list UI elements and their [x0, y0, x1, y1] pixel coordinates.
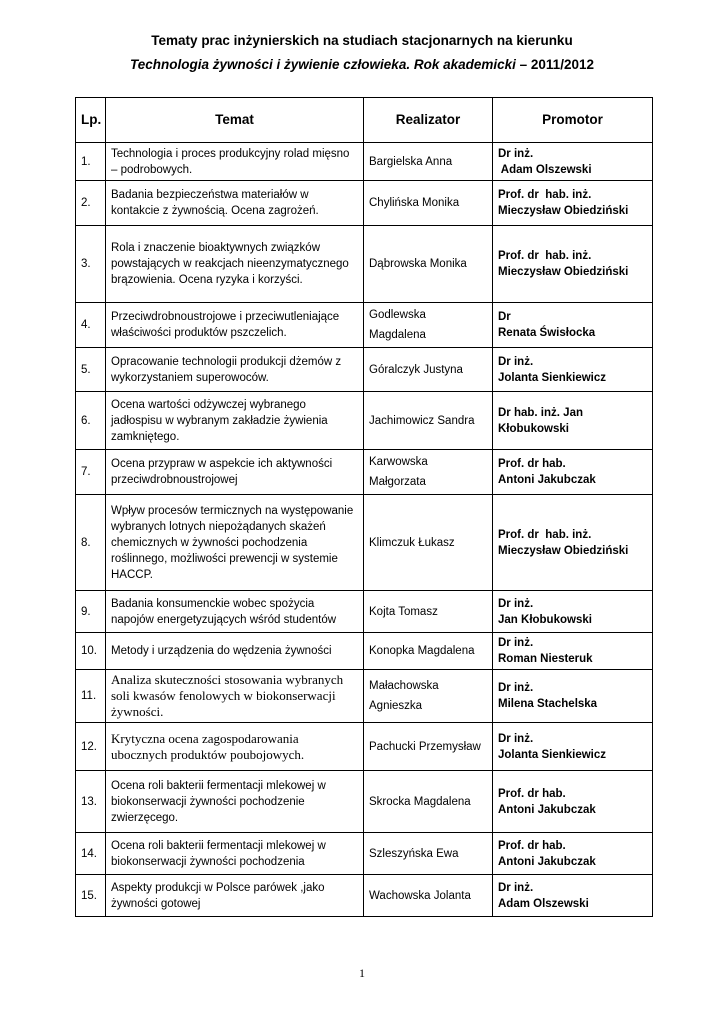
realizator-name-part: Karwowska	[369, 456, 428, 468]
document-title-line2	[0, 57, 724, 72]
cell-temat: Badania konsumenckie wobec spożycia napojów energetyzujących wśród studentów	[106, 591, 364, 633]
cell-lp: 10.	[76, 633, 106, 670]
cell-lp: 11.	[76, 670, 106, 723]
topics-table	[75, 97, 653, 917]
promotor-line: Dr	[498, 311, 511, 323]
promotor-line: Mieczysław Obiedziński	[498, 205, 629, 217]
cell-promotor	[493, 348, 653, 392]
promotor-line: Prof. dr hab. inż.	[498, 189, 592, 201]
cell-temat: Rola i znaczenie bioaktywnych związków powstających w reakcjach nieenzymatycznego brązowienia. Ocena ryzyka i korzyści.	[106, 226, 364, 303]
cell-lp: 9.	[76, 591, 106, 633]
cell-realizator	[364, 670, 493, 723]
cell-lp: 13.	[76, 771, 106, 833]
cell-promotor	[493, 670, 653, 723]
table-row	[76, 181, 653, 226]
cell-lp: 1.	[76, 143, 106, 181]
page-number: 1	[359, 966, 365, 980]
promotor-line: Roman Niesteruk	[498, 653, 593, 665]
cell-lp: 15.	[76, 875, 106, 917]
cell-promotor	[493, 495, 653, 591]
cell-lp: 7.	[76, 450, 106, 495]
promotor-line: Renata Świsłocka	[498, 327, 596, 339]
cell-promotor	[493, 143, 653, 181]
promotor-line: Prof. dr hab.	[498, 839, 566, 852]
table-row	[76, 723, 653, 771]
cell-realizator: Szleszyńska Ewa	[364, 833, 493, 875]
cell-temat: Ocena roli bakterii fermentacji mlekowej w biokonserwacji żywności pochodzenie zwierzęcego.	[106, 771, 364, 833]
promotor-line: Dr inż.	[498, 881, 534, 894]
realizator-name-part: Agnieszka	[369, 700, 423, 712]
cell-temat: Krytyczna ocena zagospodarowania ubocznych produktów poubojowych.	[106, 723, 364, 771]
promotor-line: Jan Kłobukowski	[498, 613, 592, 626]
cell-lp: 5.	[76, 348, 106, 392]
cell-realizator: Chylińska Monika	[364, 181, 493, 226]
cell-temat: Badania bezpieczeństwa materiałów w kontakcie z żywnością. Ocena zagrożeń.	[106, 181, 364, 226]
promotor-line: Dr inż.	[498, 682, 534, 694]
cell-temat: Metody i urządzenia do wędzenia żywności	[106, 633, 364, 670]
promotor-line: Dr inż.	[498, 597, 534, 610]
cell-temat: Ocena wartości odżywczej wybranego jadłospisu w wybranym zakładzie żywienia zamkniętego.	[106, 392, 364, 450]
promotor-line: Antoni Jakubczak	[498, 855, 596, 868]
table-row	[76, 670, 653, 723]
cell-temat: Analiza skuteczności stosowania wybranych soli kwasów fenolowych w biokonserwacji żywności.	[106, 670, 364, 723]
cell-realizator: Bargielska Anna	[364, 143, 493, 181]
promotor-line: Dr inż.	[498, 732, 534, 745]
cell-promotor	[493, 450, 653, 495]
document-title-line1: Tematy prac inżynierskich na studiach stacjonarnych na kierunku	[151, 33, 573, 48]
promotor-line: Milena Stachelska	[498, 698, 598, 710]
cell-realizator: Konopka Magdalena	[364, 633, 493, 670]
promotor-line: Kłobukowski	[498, 422, 569, 435]
cell-promotor	[493, 633, 653, 670]
header-temat: Temat	[106, 98, 364, 143]
cell-realizator: Dąbrowska Monika	[364, 226, 493, 303]
promotor-line: Dr inż.	[498, 147, 534, 160]
promotor-line: Mieczysław Obiedziński	[498, 544, 629, 557]
cell-temat: Technologia i proces produkcyjny rolad mięsno – podrobowych.	[106, 143, 364, 181]
cell-lp: 3.	[76, 226, 106, 303]
cell-temat: Aspekty produkcji w Polsce parówek ,jako żywności gotowej	[106, 875, 364, 917]
cell-realizator	[364, 303, 493, 348]
cell-realizator: Kojta Tomasz	[364, 591, 493, 633]
cell-realizator: Góralczyk Justyna	[364, 348, 493, 392]
promotor-line: Dr inż.	[498, 355, 534, 368]
cell-promotor	[493, 591, 653, 633]
cell-temat: Ocena roli bakterii fermentacji mlekowej w biokonserwacji żywności pochodzenia	[106, 833, 364, 875]
cell-temat: Przeciwdrobnoustrojowe i przeciwutleniające właściwości produktów pszczelich.	[106, 303, 364, 348]
title-academic-year: – 2011/2012	[515, 57, 594, 72]
cell-realizator: Klimczuk Łukasz	[364, 495, 493, 591]
cell-lp: 8.	[76, 495, 106, 591]
cell-promotor	[493, 875, 653, 917]
table-row	[76, 833, 653, 875]
cell-temat: Wpływ procesów termicznych na występowanie wybranych lotnych niepożądanych skażeń chemicznych w żywności pochodzenia roślinnego, możliwości prewencji w systemie HACCP.	[106, 495, 364, 591]
table-row	[76, 143, 653, 181]
table-row	[76, 875, 653, 917]
cell-promotor	[493, 723, 653, 771]
table-row	[76, 495, 653, 591]
header-promotor: Promotor	[493, 98, 653, 143]
cell-realizator: Jachimowicz Sandra	[364, 392, 493, 450]
promotor-line: Prof. dr hab.	[498, 458, 566, 470]
promotor-line: Dr hab. inż. Jan	[498, 406, 583, 419]
cell-promotor	[493, 771, 653, 833]
cell-promotor	[493, 833, 653, 875]
realizator-name-part: Magdalena	[369, 329, 426, 341]
cell-realizator: Pachucki Przemysław	[364, 723, 493, 771]
cell-promotor	[493, 392, 653, 450]
cell-lp: 4.	[76, 303, 106, 348]
promotor-line: Prof. dr hab.	[498, 787, 566, 800]
realizator-name-part: Godlewska	[369, 309, 426, 321]
table-header-row	[76, 98, 653, 143]
cell-realizator: Wachowska Jolanta	[364, 875, 493, 917]
promotor-line: Prof. dr hab. inż.	[498, 250, 592, 262]
cell-promotor	[493, 181, 653, 226]
table-row	[76, 771, 653, 833]
cell-temat: Ocena przypraw w aspekcie ich aktywności przeciwdrobnoustrojowej	[106, 450, 364, 495]
cell-temat: Opracowanie technologii produkcji dżemów z wykorzystaniem superowoców.	[106, 348, 364, 392]
promotor-line: Mieczysław Obiedziński	[498, 266, 629, 278]
table-row	[76, 348, 653, 392]
promotor-line: Adam Olszewski	[498, 897, 589, 910]
header-lp: Lp.	[76, 98, 106, 143]
table-row	[76, 303, 653, 348]
header-realizator: Realizator	[364, 98, 493, 143]
table-row	[76, 633, 653, 670]
table-row	[76, 392, 653, 450]
table-row	[76, 450, 653, 495]
cell-promotor	[493, 303, 653, 348]
cell-lp: 14.	[76, 833, 106, 875]
promotor-line: Antoni Jakubczak	[498, 474, 596, 486]
cell-lp: 2.	[76, 181, 106, 226]
realizator-name-part: Małgorzata	[369, 476, 426, 488]
promotor-line: Dr inż.	[498, 637, 534, 649]
realizator-name-part: Małachowska	[369, 680, 439, 692]
title-italic-part: Technologia żywności i żywienie człowieka. Rok akademicki	[130, 57, 516, 72]
cell-lp: 6.	[76, 392, 106, 450]
cell-lp: 12.	[76, 723, 106, 771]
table-row	[76, 226, 653, 303]
table-row	[76, 591, 653, 633]
promotor-line: Adam Olszewski	[498, 163, 592, 176]
promotor-line: Jolanta Sienkiewicz	[498, 371, 607, 384]
promotor-line: Jolanta Sienkiewicz	[498, 748, 607, 761]
promotor-line: Antoni Jakubczak	[498, 803, 596, 816]
table-body	[76, 143, 653, 917]
cell-promotor	[493, 226, 653, 303]
cell-realizator	[364, 450, 493, 495]
cell-realizator: Skrocka Magdalena	[364, 771, 493, 833]
promotor-line: Prof. dr hab. inż.	[498, 528, 592, 541]
